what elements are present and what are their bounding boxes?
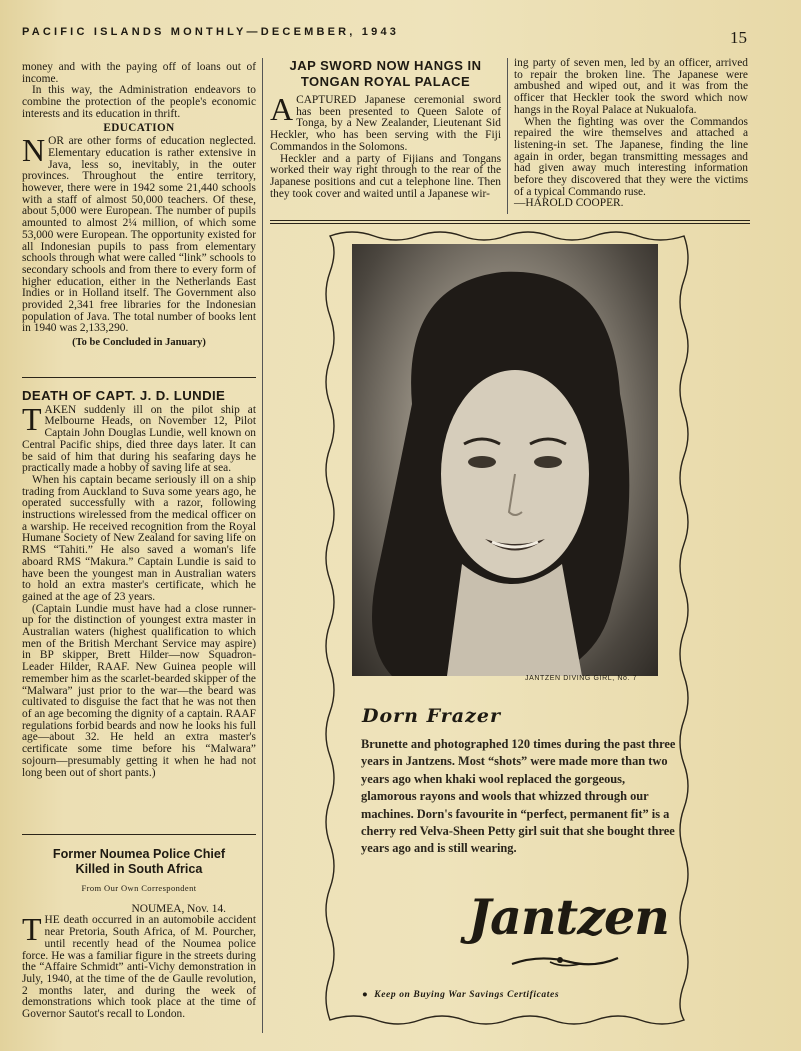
article-headline-line2: Killed in South Africa	[75, 862, 203, 876]
divider	[22, 834, 256, 835]
column-left-noumea	[22, 847, 256, 1021]
paragraph: ing party of seven men, led by an officer, arrived to repair the broken line. The Japanese were ambushed and wiped out, and it was from the officer that Heckler took the sword which now hangs in the Royal Palace at Nukualofa.	[514, 57, 748, 116]
paragraph-text: OR are other forms of education neglected. Elementary education is rather extensive in Java, less so, inevitably, in the outer provinces. Throughout the entire territory, however, there were in 1942 some 21,440 schools with a staff of almost 50,000 teachers. Of these, about 5,000 were European. The number of pupils amounted to almost 2¼ million, of which some 53,000 were European. The opportunity existed for all Indonesian pupils to pass from elementary schools through what were called “link” schools to secondary schools and from there to every form of higher education, either in the Netherlands East Indies or in Holland itself. The Government also provided 2,341 free libraries for the Indonesian population of Java. The total number of books lent in 1940 was 2,133,290.	[22, 135, 256, 335]
ad-body-text: Brunette and photographed 120 times during the past three years in Jantzens. Most “shots” were made more than two years ago when khaki wool replaced the gorgeous, glamorous rayons and wools that whizzed through our machines. Dorn's favourite in “perfect, permanent fit” is a cherry red Velva-Sheen Petty girl suit that she bought three years ago and is still wearing.	[361, 737, 676, 856]
slogan-text: Keep on Buying War Savings Certificates	[374, 990, 560, 1000]
column-right	[514, 58, 748, 210]
column-rule	[262, 58, 263, 1033]
paragraph	[22, 400, 256, 475]
paragraph: (Captain Lundie must have had a close runner-up for the distinction of youngest extra master in Australian waters (highest qualification to which men of the British Merchant Service may aspire) in BP skipper, Brett Hilder—now Squadron-Leader Hilder, RAAF. New Guinea people will remember him as the scarlet-bearded skipper of the “Malwara” just prior to the war—the beard was cultivated to disguise the fact that he was not then of an age becoming the dignity of a captain. RAAF regulations forbid beards and now he looks his full age—about 32. He held an extra master's certificate some time before his “Malwara” sojourn—presumably getting it when he had not long been out of short pants.)	[22, 602, 256, 779]
section-heading-education: EDUCATION	[103, 121, 175, 134]
column-left-lundie	[22, 390, 256, 779]
paragraph: In this way, the Administration endeavors to combine the protection of the people's economic interests and its education in thrift.	[22, 84, 256, 120]
paragraph-text: CAPTURED Japanese ceremonial sword has been presented to Queen Salote of Tonga, by a New Zealander, Lieutenant Sid Heckler, who has been serving with the Fiji Commandos in the Solomons.	[270, 94, 501, 153]
dateline: NOUMEA, Nov. 14.	[131, 902, 226, 915]
divider	[22, 377, 256, 378]
brand-logo: Jantzen	[468, 888, 669, 946]
paragraph: Heckler and a party of Fijians and Tongans worked their way right through to the rear of the Japanese positions and cut a telephone line. Then they took cover and waited until a Japanese wir-	[270, 152, 501, 200]
diving-girl-icon	[510, 948, 620, 974]
paragraph: money and with the paying off of loans out of income.	[22, 61, 256, 85]
ad-slogan	[362, 990, 559, 1000]
column-rule	[507, 58, 508, 214]
byline: From Our Own Correspondent	[81, 883, 197, 893]
article-headline-line2: TONGAN ROYAL PALACE	[300, 73, 471, 89]
paragraph-text: AKEN suddenly ill on the pilot ship at Melbourne Heads, on November 12, Pilot Captain John Douglas Lundie, well known on Central Pacific ships, died three days later. It can be said of him that during his seafaring days he practically made a hobby of saving life at sea.	[22, 403, 256, 475]
paragraph: When the fighting was over the Commandos repaired the wire themselves and attached a listening-in set. The Japanese, finding the line again in order, began transmitting messages and had given away much interesting information before they discovered that they were the victims of a typical Commando ruse.	[514, 115, 748, 198]
divider	[270, 220, 750, 221]
drop-cap: T	[22, 911, 42, 948]
article-headline: Former Noumea Police Chief	[52, 847, 226, 861]
paragraph: When his captain became seriously ill on a ship trading from Auckland to Suva some years ago, he operated successfully with a razor, following instructions wirelessed from the medical officer on a warship. He received recognition from the Royal Humane Society of New Zealand for saving life on RMS “Tahiti.” He also saved a woman's life aboard RMS “Makura.” Captain Lundie is said to have been the youngest man in Australian waters to hold an extra master's certificate, which he gained at the age of 23 years.	[22, 473, 256, 603]
continued-note: (To be Concluded in January)	[72, 337, 206, 349]
column-left	[22, 62, 256, 349]
drop-cap: A	[270, 91, 294, 127]
page-number: 15	[730, 28, 747, 47]
drop-cap: N	[22, 132, 46, 169]
article-headline: JAP SWORD NOW HANGS IN	[289, 58, 482, 73]
paragraph	[22, 132, 256, 335]
bullet-icon: ●	[362, 990, 369, 1000]
column-middle	[270, 58, 501, 200]
article-headline: DEATH OF CAPT. J. D. LUNDIE	[22, 388, 226, 403]
ad-title: Dorn Frazer	[362, 705, 501, 727]
signoff: —HAROLD COOPER.	[514, 197, 624, 210]
portrait-photo	[352, 244, 658, 676]
paragraph	[270, 91, 501, 154]
photo-caption: JANTZEN DIVING GIRL, No. 7	[525, 675, 638, 682]
divider	[270, 223, 750, 224]
drop-cap: T	[22, 400, 42, 437]
running-header: PACIFIC ISLANDS MONTHLY—DECEMBER, 1943	[22, 26, 400, 38]
paragraph-text: HE death occurred in an automobile accident near Pretoria, South Africa, of M. Pourcher, until recently head of the Noumea police force. He was a familiar figure in the streets during the “Affaire Schmidt” anti-Vichy demonstration in July, 1940, at the time of the de Gaulle revolution, 2 months later, and during the week of demonstrations which took place at the time of Governor Sautot's recall to London.	[22, 914, 256, 1021]
paragraph	[22, 911, 256, 1021]
